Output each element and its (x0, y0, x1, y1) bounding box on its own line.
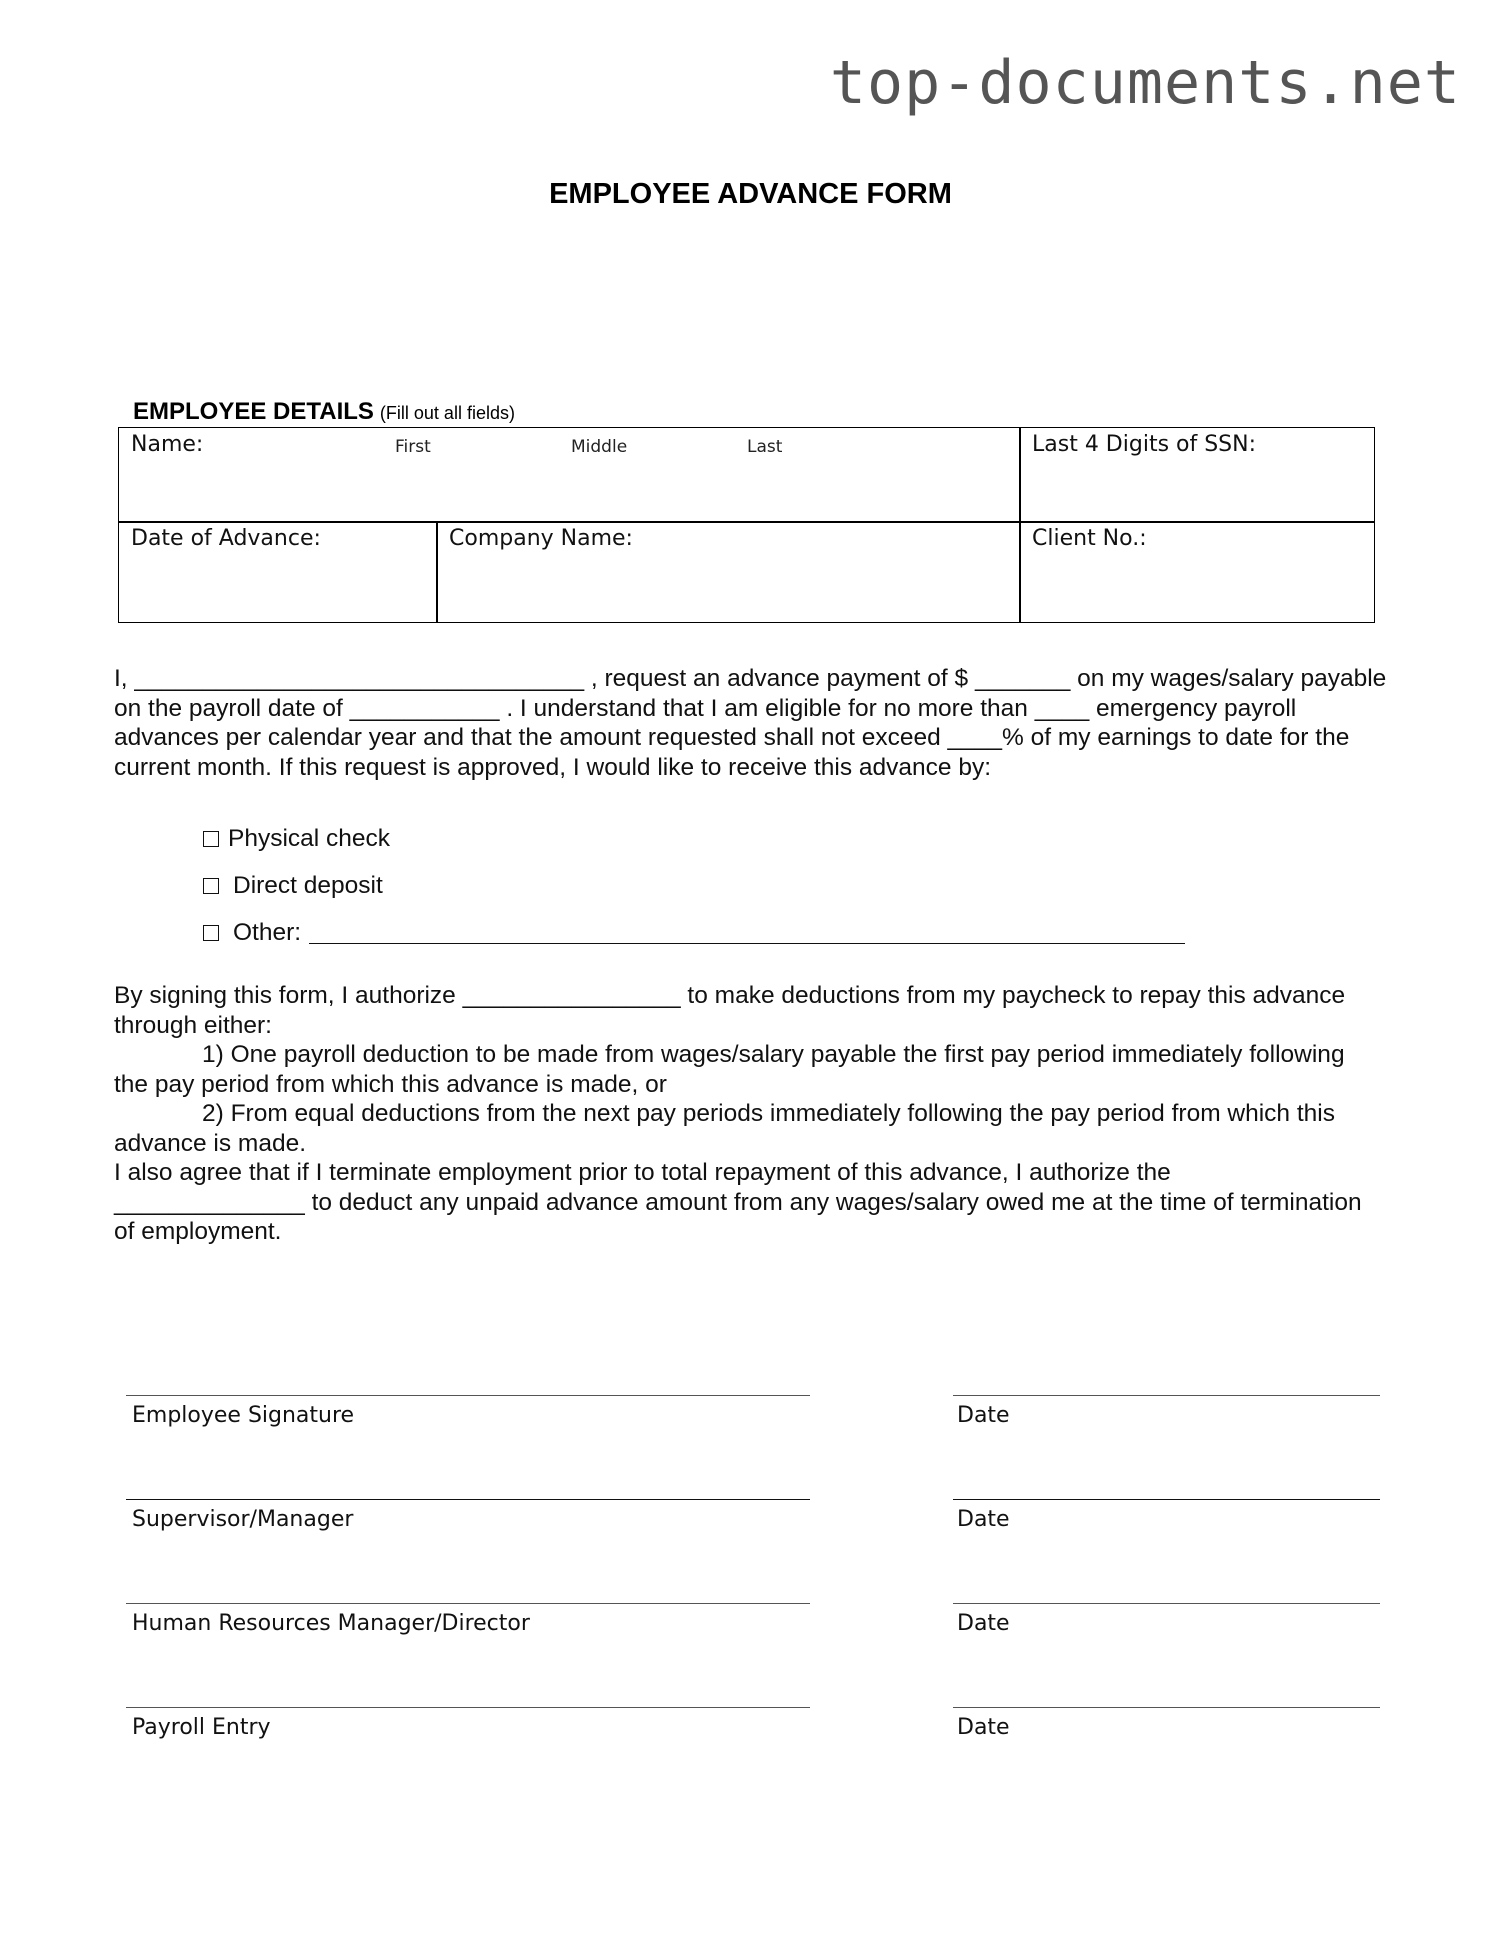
option-physical-check[interactable] (203, 815, 1185, 862)
ssn-cell[interactable] (1019, 427, 1375, 523)
payroll-entry-label: Payroll Entry (132, 1715, 271, 1740)
hr-date-line[interactable] (953, 1603, 1380, 1604)
payroll-date-line[interactable] (953, 1707, 1380, 1708)
watermark-text: top-documents.net (829, 48, 1461, 118)
hr-signature-label: Human Resources Manager/Director (132, 1611, 530, 1636)
employee-details-table (118, 427, 1375, 623)
checkbox-icon[interactable] (203, 878, 219, 894)
employee-signature-line[interactable] (126, 1395, 810, 1396)
option-direct-deposit[interactable] (203, 862, 1185, 909)
company-name-cell[interactable] (436, 521, 1021, 623)
employee-details-heading (133, 398, 515, 426)
advance-request-paragraph (114, 664, 1387, 782)
last-name-label: Last (747, 437, 783, 457)
supervisor-date-line[interactable] (953, 1499, 1380, 1500)
checkbox-icon[interactable] (203, 925, 219, 941)
date-of-advance-label: Date of Advance: (131, 526, 321, 551)
request-line: I, _________________________________ , request an advance payment of $ _______ on my wages/salary payable (114, 665, 1387, 692)
section-note: (Fill out all fields) (379, 403, 515, 423)
authorization-line: advance is made. (114, 1129, 307, 1157)
authorization-line: 1) One payroll deduction to be made from wages/salary payable the first pay period immediately following (202, 1041, 1345, 1068)
client-no-cell[interactable] (1019, 521, 1375, 623)
authorization-paragraph (114, 981, 1384, 1247)
payroll-date-label: Date (957, 1715, 1010, 1740)
supervisor-date-label: Date (957, 1507, 1010, 1532)
hr-signature-line[interactable] (126, 1603, 810, 1604)
request-line: on the payroll date of ___________ . I understand that I am eligible for no more than ____ emergency payroll (114, 694, 1297, 722)
name-label: Name: (131, 432, 204, 457)
authorization-line: through either: (114, 1011, 272, 1039)
option-label: Direct deposit (233, 871, 383, 899)
request-line: current month. If this request is approved, I would like to receive this advance by: (114, 753, 991, 781)
middle-name-label: Middle (571, 437, 628, 457)
employee-date-line[interactable] (953, 1395, 1380, 1396)
name-cell[interactable] (118, 427, 1021, 523)
option-label: Physical check (228, 824, 391, 852)
checkbox-icon[interactable] (203, 831, 219, 847)
payment-method-options (203, 815, 1185, 956)
section-title: EMPLOYEE DETAILS (133, 398, 374, 425)
supervisor-signature-line[interactable] (126, 1499, 810, 1500)
first-name-label: First (395, 437, 431, 457)
supervisor-signature-label: Supervisor/Manager (132, 1507, 354, 1532)
authorization-line: 2) From equal deductions from the next pay periods immediately following the pay period from which this (202, 1100, 1335, 1127)
authorization-line: of employment. (114, 1218, 282, 1245)
client-no-label: Client No.: (1032, 526, 1147, 551)
date-of-advance-cell[interactable] (118, 521, 438, 623)
request-line: advances per calendar year and that the amount requested shall not exceed ____% of my earnings to date for the (114, 724, 1350, 751)
option-label: Other: (233, 918, 302, 946)
authorization-line: By signing this form, I authorize ________________ to make deductions from my paycheck to repay this advance (114, 982, 1346, 1009)
employee-date-label: Date (957, 1403, 1010, 1428)
authorization-line: ______________ to deduct any unpaid advance amount from any wages/salary owed me at the time of termination (114, 1188, 1362, 1216)
option-other[interactable] (203, 909, 1185, 956)
payroll-signature-line[interactable] (126, 1707, 810, 1708)
employee-signature-label: Employee Signature (132, 1403, 355, 1428)
company-name-label: Company Name: (449, 526, 633, 551)
authorization-line: the pay period from which this advance is made, or (114, 1070, 667, 1098)
ssn-label: Last 4 Digits of SSN: (1032, 432, 1257, 457)
form-title: EMPLOYEE ADVANCE FORM (549, 178, 952, 210)
authorization-line: I also agree that if I terminate employment prior to total repayment of this advance, I authorize the (114, 1159, 1171, 1186)
other-blank-line[interactable] (309, 921, 1185, 944)
hr-date-label: Date (957, 1611, 1010, 1636)
